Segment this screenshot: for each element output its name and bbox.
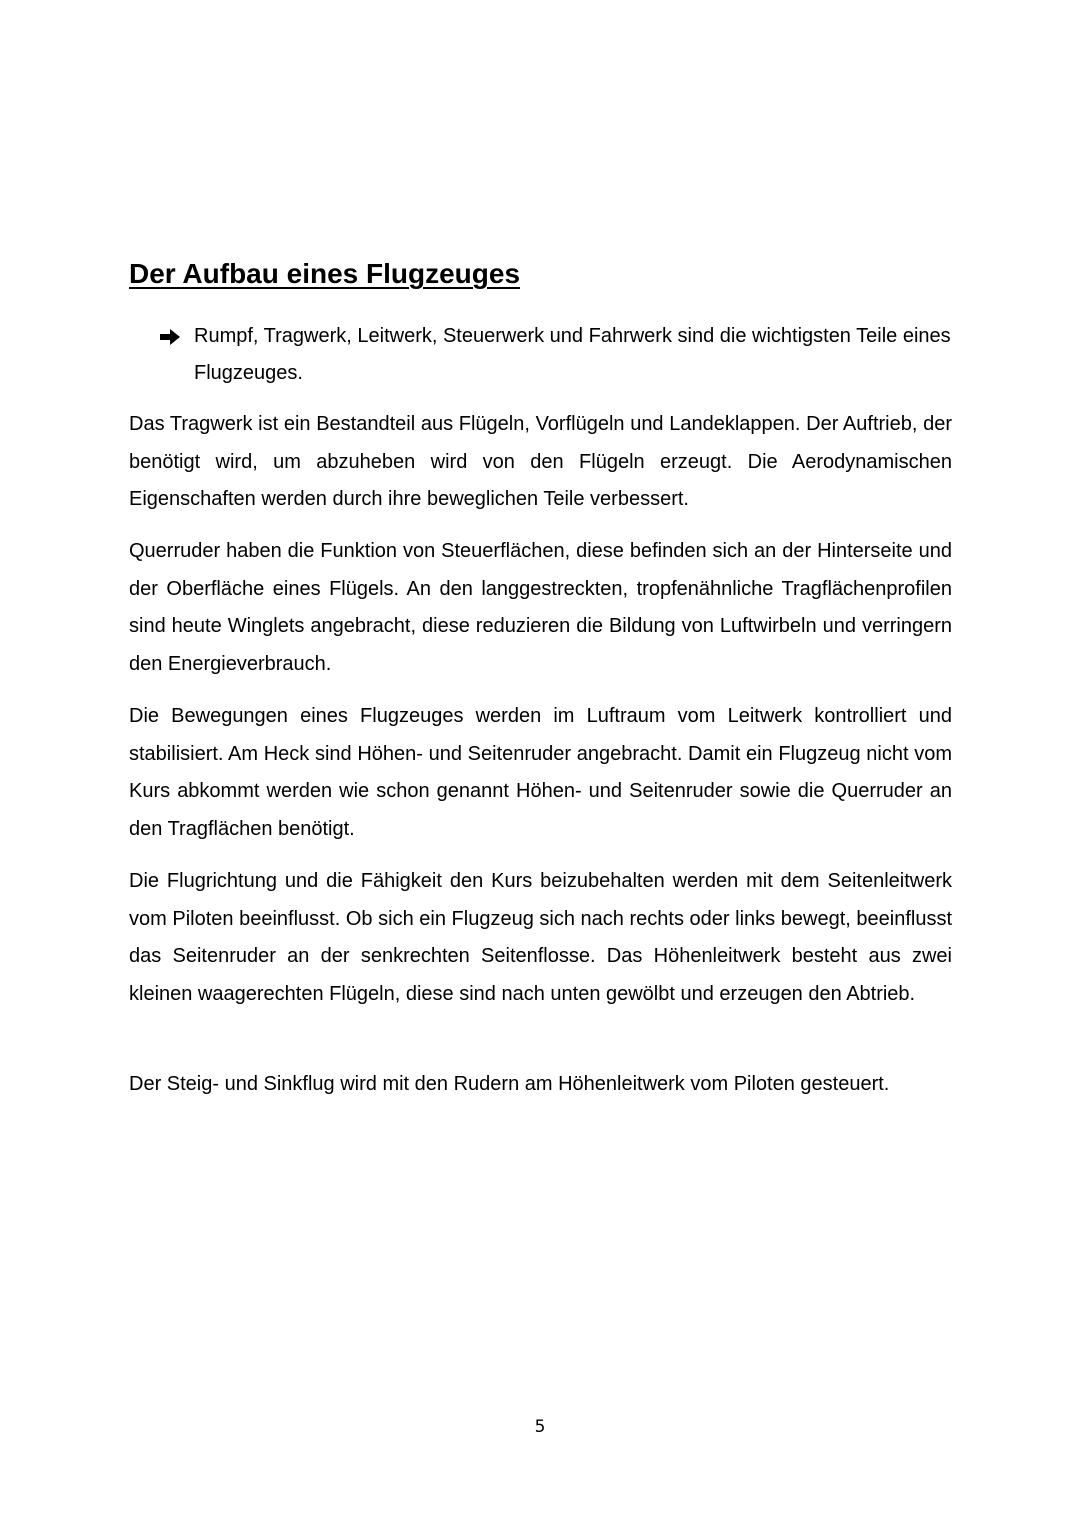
paragraph-tragwerk: Das Tragwerk ist ein Bestandteil aus Flügeln, Vorflügeln und Landeklappen. Der Auftrieb, der benötigt wird, um abzuheben wird von den Flügeln erzeugt. Die Aerodynamischen Eigenschaften werden durch ihre beweglichen Teile verbessert. xyxy=(129,413,952,510)
paragraph-steigflug: Der Steig- und Sinkflug wird mit den Rudern am Höhenleitwerk vom Piloten gesteuert. xyxy=(129,1073,890,1095)
paragraph-flugrichtung: Die Flugrichtung und die Fähigkeit den Kurs beizubehalten werden mit dem Seitenleitwerk vom Piloten beeinflusst. Ob sich ein Flugzeug sich nach rechts oder links bewegt, beeinflusst das Seitenruder an der senkrechten Seitenflosse. Das Höhenleitwerk besteht aus zwei kleinen waagerechten Flügeln, diese sind nach unten gewölbt und erzeugen den Abtrieb. xyxy=(129,870,952,1005)
page-title: Der Aufbau eines Flugzeuges xyxy=(129,258,521,289)
arrow-right-icon xyxy=(160,318,194,355)
bullet-item xyxy=(160,318,952,392)
paragraph-querruder: Querruder haben die Funktion von Steuerflächen, diese befinden sich an der Hinterseite und der Oberfläche eines Flügels. An den langgestreckten, tropfenähnliche Tragflächenprofilen sind heute Winglets angebracht, diese reduzieren die Bildung von Luftwirbeln und verringern den Energieverbrauch. xyxy=(129,540,952,675)
page-number: 5 xyxy=(534,1417,546,1437)
paragraph-leitwerk: Die Bewegungen eines Flugzeuges werden im Luftraum vom Leitwerk kontrolliert und stabilisiert. Am Heck sind Höhen- und Seitenruder angebracht. Damit ein Flugzeug nicht vom Kurs abkommt werden wie schon genannt Höhen- und Seitenruder sowie die Querruder an den Tragflächen benötigt. xyxy=(129,705,952,840)
bullet-text: Rumpf, Tragwerk, Leitwerk, Steuerwerk und Fahrwerk sind die wichtigsten Teile eines Flugzeuges. xyxy=(194,325,951,384)
